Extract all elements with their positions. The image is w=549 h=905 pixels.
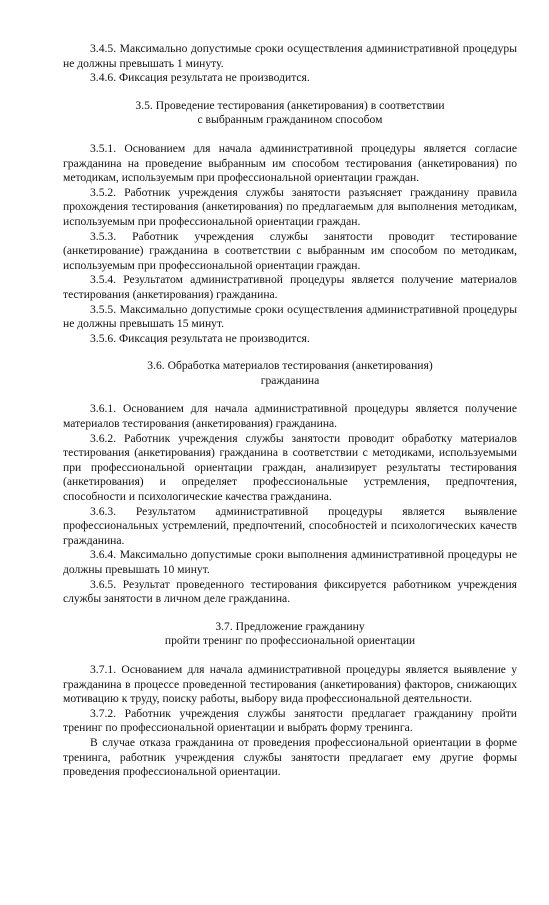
section-heading-3-5-line1: 3.5. Проведение тестирования (анкетирования) в соответствии	[135, 98, 445, 112]
paragraph-3-5-6: 3.5.6. Фиксация результата не производится.	[90, 331, 310, 345]
paragraph-3-7-1: 3.7.1. Основанием для начала административной процедуры является выявление у гражданина в процессе проведенной тестирования (анкетирования) факторов, снижающих мотивацию к труду, поиску работы, выбору вида профессиональной деятельности.	[63, 662, 517, 706]
section-heading-3-6-line1: 3.6. Обработка материалов тестирования (анкетирования)	[147, 359, 433, 373]
paragraph-3-5-2: 3.5.2. Работник учреждения службы занятости разъясняет гражданину правила прохождения тестирования (анкетирования) по предлагаемым для выполнения методикам, используемым при профессиональной ориентации граждан.	[63, 185, 517, 228]
paragraph-3-6-5: 3.6.5. Результат проведенного тестирования фиксируется работником учреждения службы занятости в личном деле гражданина.	[63, 577, 517, 606]
paragraph-3-5-4: 3.5.4. Результатом административной процедуры является получение материалов тестирования (анкетирования) гражданина.	[63, 273, 517, 301]
paragraph-3-4-5: 3.4.5. Максимально допустимые сроки осуществления административной процедуры не должны превышать 1 минуту.	[63, 42, 517, 70]
section-heading-3-7-line1: 3.7. Предложение гражданину	[215, 619, 365, 633]
section-heading-3-6-line2: гражданина	[260, 373, 320, 387]
paragraph-3-5-3: 3.5.3. Работник учреждения службы занятости проводит тестирование (анкетирование) гражданина в соответствии с выбранным им способом по методикам, используемым при профессиональной ориентации граждан.	[63, 229, 517, 272]
paragraph-3-4-6: 3.4.6. Фиксация результата не производится.	[90, 71, 310, 85]
section-heading-3-7-line2: пройти тренинг по профессиональной ориентации	[164, 634, 416, 648]
section-heading-3-6	[63, 359, 517, 388]
paragraph-3-6-1: 3.6.1. Основанием для начала административной процедуры является получение материалов тестирования (анкетирования) гражданина.	[63, 402, 517, 431]
section-heading-3-7	[63, 620, 517, 649]
paragraph-3-6-4: 3.6.4. Максимально допустимые сроки выполнения административной процедуры не должны превышать 10 минут.	[63, 548, 517, 576]
document-body	[63, 42, 517, 780]
paragraph-3-6-3: 3.6.3. Результатом административной процедуры является выявление профессиональных устремлений, предпочтений, способностей и психологических качеств гражданина.	[63, 504, 517, 547]
paragraph-3-5-5: 3.5.5. Максимально допустимые сроки осуществления административной процедуры не должны превышать 15 минут.	[63, 302, 517, 331]
paragraph-3-7-refusal: В случае отказа гражданина от проведения профессиональной ориентации в форме тренинга, работник учреждения службы занятости предлагает ему другие формы проведения профессиональной ориентации.	[63, 735, 517, 779]
paragraph-3-5-1: 3.5.1. Основанием для начала административной процедуры является согласие гражданина на проведение выбранным им способом тестирования (анкетирования) по методикам, используемым при профессиональной ориентации граждан.	[63, 141, 517, 185]
paragraph-3-6-2: 3.6.2. Работник учреждения службы занятости проводит обработку материалов тестирования (анкетирования) гражданина в соответствии с методиками, используемыми при профессиональной ориентации граждан, анализирует результаты тестирования (анкетирования) и определяет профессиональные устремления, предпочтения, способности и психологические качества гражданина.	[63, 431, 517, 504]
section-heading-3-5-line2: с выбранным гражданином способом	[197, 113, 383, 127]
section-heading-3-5	[63, 99, 517, 128]
paragraph-3-7-2: 3.7.2. Работник учреждения службы занятости предлагает гражданину пройти тренинг по профессиональной ориентации и выбрать форму тренинга.	[63, 706, 517, 735]
